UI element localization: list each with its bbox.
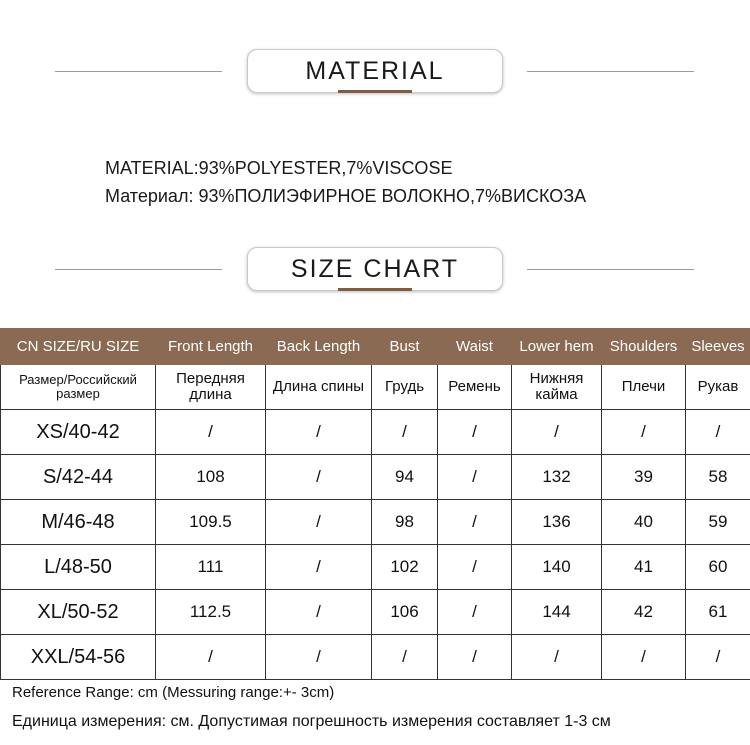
ru-header-cell: Плечи	[602, 365, 686, 410]
reference-range-note: Reference Range: cm (Messuring range:+- 3cm)	[12, 684, 335, 701]
ru-header-cell: Ремень	[438, 365, 512, 410]
header-cell: Sleeves	[686, 329, 750, 365]
heading-rule-left	[55, 71, 222, 72]
ru-header-row	[1, 365, 750, 410]
material-title-pill	[247, 49, 503, 93]
table-row	[1, 500, 750, 545]
table-cell: /	[438, 590, 512, 635]
ru-header-cell: Нижняя кайма	[512, 365, 602, 410]
table-row	[1, 545, 750, 590]
size-cell: XL/50-52	[1, 590, 156, 635]
table-row	[1, 590, 750, 635]
heading-rule-right	[527, 71, 694, 72]
table-cell: /	[438, 635, 512, 680]
header-row	[1, 329, 750, 365]
table-cell: 40	[602, 500, 686, 545]
title-accent-bar	[338, 288, 412, 291]
table-cell: /	[372, 635, 438, 680]
size-chart-title-pill	[247, 247, 503, 291]
table-cell: 108	[156, 455, 266, 500]
header-cell: Back Length	[266, 329, 372, 365]
table-cell: 106	[372, 590, 438, 635]
header-cell: Shoulders	[602, 329, 686, 365]
table-cell: 102	[372, 545, 438, 590]
header-cell: CN SIZE/RU SIZE	[1, 329, 156, 365]
heading-rule-right	[527, 269, 694, 270]
header-cell: Lower hem	[512, 329, 602, 365]
table-cell: 140	[512, 545, 602, 590]
table-cell: /	[512, 410, 602, 455]
header-cell: Front Length	[156, 329, 266, 365]
table-cell: /	[602, 410, 686, 455]
table-cell: /	[266, 455, 372, 500]
size-chart-title: SIZE CHART	[290, 254, 460, 283]
size-cell: XXL/54-56	[1, 635, 156, 680]
table-row	[1, 410, 750, 455]
material-line-ru: Материал: 93%ПОЛИЭФИРНОЕ ВОЛОКНО,7%ВИСКОЗА	[105, 186, 587, 206]
material-line-en: MATERIAL:93%POLYESTER,7%VISCOSE	[105, 158, 453, 178]
table-cell: /	[512, 635, 602, 680]
header-cell: Waist	[438, 329, 512, 365]
table-cell: 112.5	[156, 590, 266, 635]
table-cell: 41	[602, 545, 686, 590]
table-cell: /	[266, 590, 372, 635]
table-cell: /	[602, 635, 686, 680]
table-cell: /	[156, 410, 266, 455]
table-cell: /	[438, 455, 512, 500]
size-cell: XS/40-42	[1, 410, 156, 455]
table-cell: /	[438, 410, 512, 455]
table-cell: /	[686, 410, 750, 455]
table-cell: /	[156, 635, 266, 680]
table-cell: 58	[686, 455, 750, 500]
ru-header-cell: Рукав	[686, 365, 750, 410]
table-cell: 111	[156, 545, 266, 590]
measurement-note-ru: Единица измерения: см. Допустимая погрешность измерения составляет 1-3 см	[12, 713, 611, 730]
table-cell: /	[438, 545, 512, 590]
size-chart-heading	[0, 247, 750, 293]
table-cell: 98	[372, 500, 438, 545]
table-cell: 61	[686, 590, 750, 635]
table-cell: 94	[372, 455, 438, 500]
table-cell: /	[266, 545, 372, 590]
ru-header-cell: Грудь	[372, 365, 438, 410]
table-cell: /	[266, 410, 372, 455]
table-cell: /	[438, 500, 512, 545]
ru-header-cell: Длина спины	[266, 365, 372, 410]
heading-rule-left	[55, 269, 222, 270]
size-cell: S/42-44	[1, 455, 156, 500]
table-cell: 109.5	[156, 500, 266, 545]
table-cell: 144	[512, 590, 602, 635]
table-cell: 39	[602, 455, 686, 500]
table-cell: /	[266, 500, 372, 545]
material-heading	[0, 49, 750, 95]
material-title: MATERIAL	[305, 56, 445, 85]
title-accent-bar	[338, 90, 412, 93]
size-chart-table	[0, 328, 750, 680]
table-cell: 42	[602, 590, 686, 635]
table-cell: 132	[512, 455, 602, 500]
table-cell: 60	[686, 545, 750, 590]
header-cell: Bust	[372, 329, 438, 365]
table-cell: /	[686, 635, 750, 680]
table-cell: /	[372, 410, 438, 455]
table-row	[1, 455, 750, 500]
ru-header-cell: Передняя длина	[156, 365, 266, 410]
table-cell: /	[266, 635, 372, 680]
table-cell: 136	[512, 500, 602, 545]
ru-header-cell: Размер/Российский размер	[1, 365, 156, 410]
size-cell: M/46-48	[1, 500, 156, 545]
size-cell: L/48-50	[1, 545, 156, 590]
table-row	[1, 635, 750, 680]
table-cell: 59	[686, 500, 750, 545]
